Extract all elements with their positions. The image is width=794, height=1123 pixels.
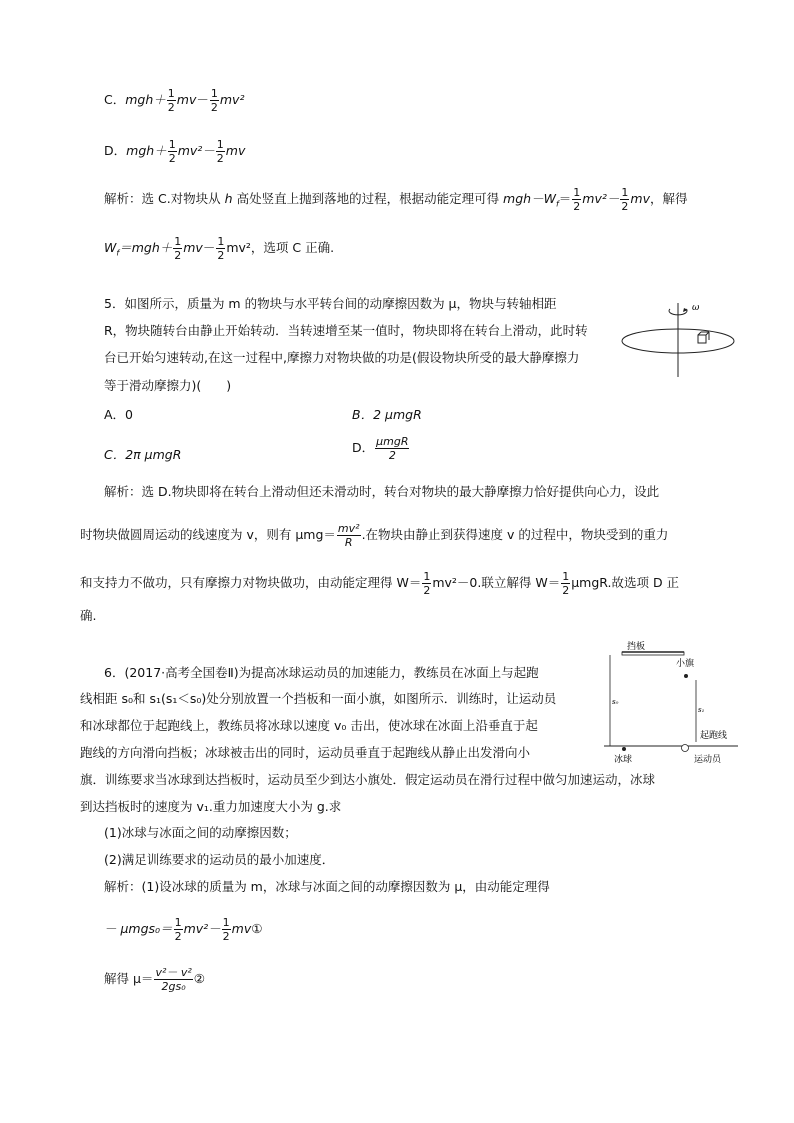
omega-label: ω bbox=[692, 303, 700, 313]
q5-solution-line-3 bbox=[80, 570, 679, 597]
q6-stem-line-2: 线相距 s₀和 s₁(s₁＜s₀)处分别放置一个挡板和一面小旗，如图所示．训练时，让运动员 bbox=[80, 691, 557, 706]
expr: mgh＋ bbox=[125, 92, 166, 107]
option-label: D． bbox=[352, 440, 375, 455]
denominator: 2 bbox=[174, 930, 182, 943]
fraction bbox=[620, 186, 629, 213]
expr: － bbox=[196, 92, 209, 107]
q5-stem-line-2: R，物块随转台由静止开始转动．当转速增至某一值时，物块即将在转台上滑动，此时转 bbox=[104, 323, 588, 338]
fraction bbox=[216, 138, 225, 165]
q6-part-2: (2)满足训练要求的运动员的最小加速度． bbox=[104, 852, 335, 867]
q4-option-c bbox=[104, 87, 244, 114]
expr: － bbox=[202, 240, 216, 255]
fraction bbox=[173, 235, 182, 262]
athlete-label: 运动员 bbox=[694, 754, 722, 764]
expr: ＝mgh＋ bbox=[119, 240, 173, 255]
fraction bbox=[174, 916, 183, 943]
ice-hockey-figure bbox=[600, 638, 740, 768]
expr: W bbox=[104, 240, 117, 255]
block-icon bbox=[698, 335, 706, 343]
denominator: 2 bbox=[423, 584, 431, 597]
subscript: f bbox=[116, 248, 120, 258]
flag-icon bbox=[684, 674, 688, 678]
denominator: 2 bbox=[168, 152, 176, 165]
numerator: 1 bbox=[210, 87, 218, 100]
fraction bbox=[337, 522, 361, 549]
expr: mv bbox=[630, 191, 650, 206]
flag-label: 小旗 bbox=[676, 658, 695, 668]
text: mv²，选项 C 正确. bbox=[226, 240, 335, 255]
fraction bbox=[375, 435, 409, 462]
turntable-figure bbox=[620, 297, 740, 381]
q6-solution-line-1: 解析：(1)设冰球的质量为 m，冰球与冰面之间的动摩擦因数为 μ，由动能定理得 bbox=[104, 879, 550, 894]
denominator: 2 bbox=[621, 200, 629, 213]
expr: mv²－ bbox=[177, 143, 215, 158]
numerator: v²－ v² bbox=[155, 966, 192, 979]
numerator: 1 bbox=[217, 235, 225, 248]
denominator: 2 bbox=[217, 249, 225, 262]
numerator: 1 bbox=[167, 87, 175, 100]
denominator: 2 bbox=[562, 584, 570, 597]
q6-stem-line-3: 和冰球都位于起跑线上，教练员将冰球以速度 v₀ 击出，使冰球在冰面上沿垂直于起 bbox=[80, 718, 538, 733]
q5-option-a: A．0 bbox=[104, 407, 134, 422]
denominator: R bbox=[344, 536, 353, 549]
puck-label: 冰球 bbox=[614, 754, 633, 764]
text: ② bbox=[193, 971, 205, 986]
expr: h bbox=[224, 191, 233, 206]
numerator: 1 bbox=[562, 570, 570, 583]
expr: mv bbox=[225, 143, 246, 158]
text: μmgR.故选项 D 正 bbox=[571, 575, 680, 590]
q5-option-d bbox=[352, 435, 410, 462]
q6-equation-2 bbox=[104, 966, 205, 993]
q5-option-b: B．2 μmgR bbox=[352, 407, 422, 422]
numerator: 1 bbox=[174, 235, 182, 248]
denominator: 2 bbox=[210, 101, 218, 114]
text: ，解得 bbox=[649, 191, 688, 206]
denominator: 2 bbox=[174, 249, 182, 262]
expr: mv²－ bbox=[183, 921, 221, 936]
denominator: 2 bbox=[388, 449, 396, 462]
numerator: 1 bbox=[573, 186, 581, 199]
numerator: 1 bbox=[168, 138, 176, 151]
q4-solution-line-2 bbox=[104, 235, 334, 264]
q6-equation-1 bbox=[104, 916, 262, 943]
option-label: D． bbox=[104, 143, 127, 158]
expr: － μmgs₀＝ bbox=[104, 921, 173, 936]
text: 时物块做圆周运动的线速度为 v，则有 μmg＝ bbox=[80, 527, 336, 542]
q5-solution-line-4: 确. bbox=[80, 608, 97, 623]
q6-part-1: (1)冰球与冰面之间的动摩擦因数； bbox=[104, 825, 297, 840]
fraction bbox=[561, 570, 570, 597]
fraction bbox=[422, 570, 431, 597]
s0-label: s₀ bbox=[612, 698, 619, 706]
fraction bbox=[167, 87, 176, 114]
q4-option-d bbox=[104, 138, 245, 165]
fraction bbox=[572, 186, 581, 213]
denominator: 2 bbox=[222, 930, 230, 943]
q6-stem-line-5: 旗．训练要求当冰球到达挡板时，运动员至少到达小旗处．假定运动员在滑行过程中做匀加速运动，冰球 bbox=[80, 772, 656, 787]
expr: mv bbox=[176, 92, 197, 107]
start-line-label: 起跑线 bbox=[700, 730, 728, 740]
option-label: C． bbox=[104, 92, 126, 107]
numerator: 1 bbox=[174, 916, 182, 929]
fraction bbox=[168, 138, 177, 165]
numerator: mv² bbox=[337, 522, 360, 535]
q5-stem-line-1: 5．如图所示，质量为 m 的物块与水平转台间的动摩擦因数为 μ，物块与转轴相距 bbox=[104, 296, 557, 311]
s1-label: s₁ bbox=[698, 706, 705, 714]
denominator: 2gs₀ bbox=[161, 980, 186, 993]
expr: mv²－ bbox=[582, 191, 620, 206]
denominator: 2 bbox=[167, 101, 175, 114]
text: .在物块由静止到获得速度 v 的过程中，物块受到的重力 bbox=[361, 527, 669, 542]
text: 解析：选 C.对物块从 bbox=[104, 191, 225, 206]
expr: mv① bbox=[231, 921, 263, 936]
expr: mgh－W bbox=[503, 191, 556, 206]
fraction bbox=[154, 966, 192, 993]
text: 高处竖直上抛到落地的过程，根据动能定理可得 bbox=[232, 191, 504, 206]
expr: mv² bbox=[219, 92, 245, 107]
expr: ＝ bbox=[558, 191, 572, 206]
q5-option-c: C．2π μmgR bbox=[104, 447, 182, 462]
fraction bbox=[222, 916, 231, 943]
numerator: 1 bbox=[423, 570, 431, 583]
q5-stem-line-4: 等于滑动摩擦力)( ) bbox=[104, 378, 232, 393]
text: 和支持力不做功，只有摩擦力对物块做功，由动能定理得 W＝ bbox=[80, 575, 422, 590]
q5-solution-line-2 bbox=[80, 522, 668, 549]
fraction bbox=[216, 235, 225, 262]
expr: mgh＋ bbox=[126, 143, 167, 158]
q4-solution-line-1 bbox=[104, 186, 687, 215]
numerator: 1 bbox=[222, 916, 230, 929]
numerator: μmgR bbox=[376, 435, 409, 448]
puck-icon bbox=[622, 747, 626, 751]
q6-stem-line-6: 到达挡板时的速度为 v₁.重力加速度大小为 g.求 bbox=[80, 799, 342, 814]
q5-solution-line-1: 解析：选 D.物块即将在转台上滑动但还未滑动时，转台对物块的最大静摩擦力恰好提供向心力，设此 bbox=[104, 484, 660, 499]
board-label: 挡板 bbox=[627, 641, 646, 651]
athlete-icon bbox=[682, 745, 689, 752]
denominator: 2 bbox=[216, 152, 224, 165]
text: mv²－0.联立解得 W＝ bbox=[432, 575, 561, 590]
numerator: 1 bbox=[621, 186, 629, 199]
subscript: f bbox=[555, 199, 559, 209]
text: 解得 μ＝ bbox=[104, 971, 154, 986]
numerator: 1 bbox=[216, 138, 224, 151]
fraction bbox=[210, 87, 219, 114]
q6-stem-line-4: 跑线的方向滑向挡板；冰球被击出的同时，运动员垂直于起跑线从静止出发滑向小 bbox=[80, 745, 531, 760]
denominator: 2 bbox=[573, 200, 581, 213]
q6-stem-line-1: 6．(2017·高考全国卷Ⅱ)为提高冰球运动员的加速能力，教练员在冰面上与起跑 bbox=[104, 665, 539, 680]
q5-stem-line-3: 台已开始匀速转动,在这一过程中,摩擦力对物块做的功是(假设物块所受的最大静摩擦力 bbox=[104, 350, 580, 365]
expr: mv bbox=[183, 240, 203, 255]
